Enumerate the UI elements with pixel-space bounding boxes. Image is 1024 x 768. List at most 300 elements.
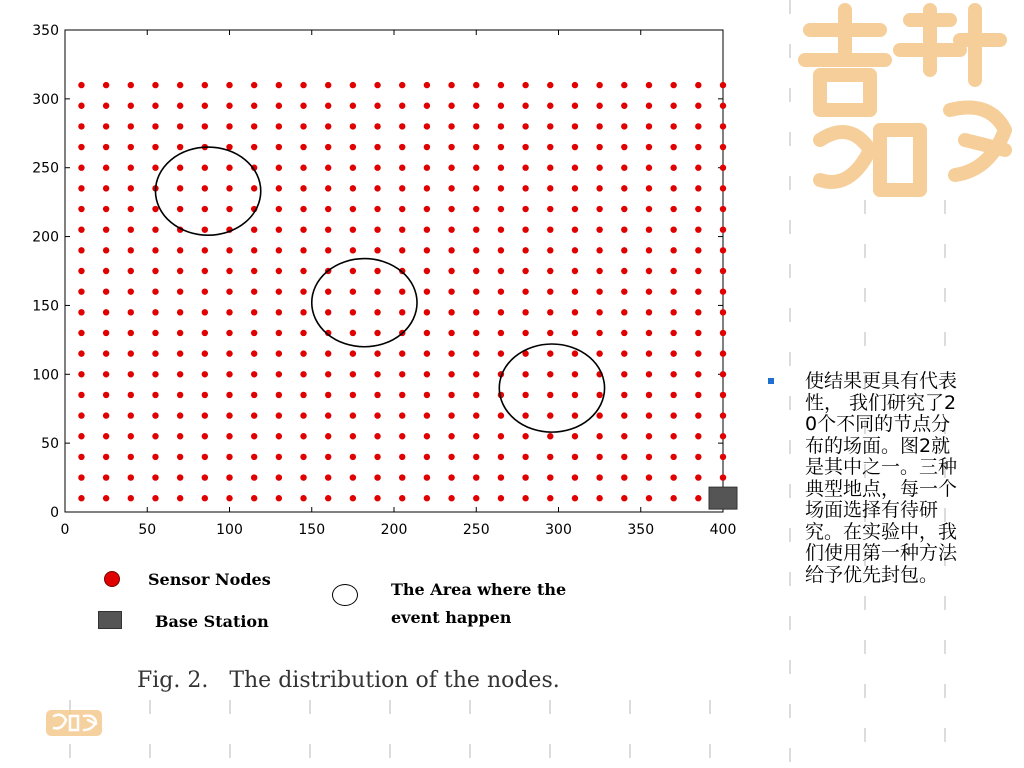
sensor-node [78,82,84,88]
sensor-node [325,185,331,191]
sensor-node [646,309,652,315]
sensor-node [103,226,109,232]
sensor-node [374,185,380,191]
sensor-node [596,144,602,150]
sensor-node [399,495,405,501]
sensor-node [448,206,454,212]
sensor-node [547,185,553,191]
sensor-node [448,144,454,150]
sensor-node [152,206,158,212]
x-tick-label: 350 [627,522,655,538]
sensor-node [374,123,380,129]
sensor-node [103,185,109,191]
sensor-node [152,268,158,274]
sensor-node [202,247,208,253]
sensor-node [350,474,356,480]
sensor-node [325,392,331,398]
sensor-node [374,247,380,253]
sensor-node [473,309,479,315]
sensor-node [128,288,134,294]
sensor-node [226,454,232,460]
sensor-node [547,288,553,294]
sensor-node [399,288,405,294]
sensor-node [670,165,676,171]
legend-area-label-line2: event happen [391,608,512,627]
sensor-node [103,433,109,439]
sensor-node [522,247,528,253]
sensor-node [276,206,282,212]
sensor-node [621,206,627,212]
sensor-node [177,495,183,501]
sensor-node [646,82,652,88]
sensor-node [226,82,232,88]
sensor-node [596,247,602,253]
sensor-node [646,495,652,501]
sensor-node [596,412,602,418]
sensor-node [374,350,380,356]
sensor-node [350,454,356,460]
sensor-node [374,371,380,377]
sensor-node [350,165,356,171]
sensor-node [325,371,331,377]
sensor-node [78,226,84,232]
sensor-node [202,495,208,501]
seal-logo-large [790,0,1024,210]
sensor-node [695,82,701,88]
sensor-node [498,123,504,129]
sensor-node [325,454,331,460]
sensor-node [202,433,208,439]
sensor-node [473,165,479,171]
sensor-node [251,123,257,129]
sensor-node [152,350,158,356]
sensor-node [399,82,405,88]
sensor-node [152,474,158,480]
sensor-node [720,350,726,356]
sensor-node [572,454,578,460]
sensor-node [276,371,282,377]
sensor-node [424,350,430,356]
sensor-node [720,268,726,274]
sensor-node [572,185,578,191]
sensor-node [670,350,676,356]
sensor-node [720,371,726,377]
sensor-node [572,268,578,274]
sensor-node [202,185,208,191]
sensor-node [350,226,356,232]
sensor-node [300,165,306,171]
sensor-node [646,474,652,480]
sensor-node [325,144,331,150]
sensor-node [152,123,158,129]
sensor-node [374,206,380,212]
sensor-node [128,330,134,336]
sensor-node [621,454,627,460]
sensor-node [177,474,183,480]
sensor-node [399,206,405,212]
sensor-node [251,454,257,460]
sensor-node [670,454,676,460]
sensor-node [522,309,528,315]
y-tick-label: 250 [32,160,59,177]
sensor-node [226,495,232,501]
sensor-node [251,412,257,418]
sensor-node [424,412,430,418]
sensor-node [300,330,306,336]
sensor-node [621,185,627,191]
sensor-node [300,392,306,398]
sensor-node [300,474,306,480]
sensor-node [152,309,158,315]
sensor-node [251,392,257,398]
sensor-node [177,350,183,356]
sensor-node [448,82,454,88]
sensor-node [300,454,306,460]
sensor-node [202,82,208,88]
sensor-node [670,330,676,336]
sensor-node [547,454,553,460]
sensor-node [128,103,134,109]
sensor-node [202,226,208,232]
sensor-node [374,412,380,418]
sensor-node [596,82,602,88]
sensor-node [276,268,282,274]
sensor-node [374,454,380,460]
sensor-node [448,226,454,232]
base-station-layer [709,487,737,509]
sensor-node [300,226,306,232]
sensor-node [177,123,183,129]
sensor-node [103,330,109,336]
sensor-node [473,392,479,398]
sensor-node [424,495,430,501]
sensor-node [596,392,602,398]
sensor-node [498,309,504,315]
sensor-node [251,247,257,253]
sensor-node [670,206,676,212]
sensor-node [350,412,356,418]
sensor-node [350,82,356,88]
sensor-node [424,268,430,274]
sensor-node [670,185,676,191]
sensor-node [646,433,652,439]
sensor-node [695,330,701,336]
sensor-node [399,123,405,129]
sensor-node [152,82,158,88]
sensor-node [522,165,528,171]
sensor-node [78,288,84,294]
sensor-node [670,144,676,150]
sensor-node [202,330,208,336]
sensor-node [276,495,282,501]
sensor-node [448,268,454,274]
sensor-node [448,247,454,253]
sensor-node [596,185,602,191]
sensor-node [374,392,380,398]
sensor-node [177,185,183,191]
sensor-node [547,330,553,336]
sensor-node [276,247,282,253]
sensor-node [325,206,331,212]
sensor-node [251,226,257,232]
sensor-node [226,206,232,212]
sensor-node [473,268,479,274]
sensor-node [177,309,183,315]
sensor-node [596,330,602,336]
sensor-node [276,474,282,480]
sensor-node [670,247,676,253]
y-tick-label: 300 [32,91,59,108]
sensor-node [128,185,134,191]
side-paragraph: 使结果更具有代表性， 我们研究了20个不同的节点分布的场面。图2就是其中之一。三种典型地点，每一个场面选择有待研究。在实验中，我们使用第一种方法给予优先封包。 [805,370,958,586]
sensor-node [695,474,701,480]
sensor-node [424,433,430,439]
sensor-node [448,392,454,398]
sensor-node [522,495,528,501]
sensor-node [374,474,380,480]
sensor-node [300,412,306,418]
sensor-node [547,82,553,88]
sensor-node [399,412,405,418]
sensor-node [448,474,454,480]
sensor-node [374,268,380,274]
sensor-node [572,412,578,418]
sensor-node [103,206,109,212]
sensor-node [226,309,232,315]
sensor-node [300,288,306,294]
sensor-node [350,495,356,501]
y-tick-label: 50 [41,436,59,453]
sensor-node [276,433,282,439]
sensor-node [325,226,331,232]
sensor-node [152,144,158,150]
sensor-node [547,495,553,501]
sensor-node [646,247,652,253]
sensor-node [424,103,430,109]
sensor-node [374,330,380,336]
sensor-node [646,392,652,398]
sensor-node [350,392,356,398]
sensor-node [720,309,726,315]
sensor-node [350,288,356,294]
sensor-node [621,268,627,274]
sensor-node [78,185,84,191]
sensor-node [103,247,109,253]
sensor-node [670,433,676,439]
sensor-node [177,330,183,336]
sensor-node [448,288,454,294]
sensor-node [522,82,528,88]
sensor-node [424,185,430,191]
sensor-node [300,82,306,88]
sensor-node [300,495,306,501]
sensor-node [720,123,726,129]
sensor-node [325,309,331,315]
sensor-node [522,268,528,274]
sensor-node [572,309,578,315]
sensor-node [646,371,652,377]
sensor-node [78,165,84,171]
sensor-node [572,288,578,294]
sensor-node [572,474,578,480]
sensor-node [473,371,479,377]
sensor-node [226,288,232,294]
sensor-node [670,288,676,294]
sensor-node [251,474,257,480]
sensor-node [695,392,701,398]
sensor-node [78,330,84,336]
sensor-node [152,495,158,501]
sensor-node [448,123,454,129]
sensor-node [695,268,701,274]
sensor-node [251,433,257,439]
sensor-node [448,350,454,356]
sensor-node [152,412,158,418]
sensor-node [325,123,331,129]
sensor-node [300,371,306,377]
sensor-node [720,165,726,171]
sensor-node [473,495,479,501]
sensor-node [498,103,504,109]
sensor-node [596,123,602,129]
sensor-node [276,165,282,171]
sensor-node [300,206,306,212]
sensor-node [424,392,430,398]
sensor-node [152,392,158,398]
sensor-node [78,206,84,212]
sensor-node [276,412,282,418]
sensor-node [572,392,578,398]
y-tick-label: 350 [32,23,59,39]
sensor-node [621,103,627,109]
sensor-node [399,165,405,171]
sensor-node [103,123,109,129]
sensor-node [128,165,134,171]
sensor-node [226,412,232,418]
sensor-node [621,412,627,418]
sensor-node [325,82,331,88]
sensor-node [695,309,701,315]
sensor-node [276,309,282,315]
sensor-node [202,350,208,356]
sensor-node [572,103,578,109]
sensor-node [202,392,208,398]
sensor-node [177,165,183,171]
sensor-node [522,206,528,212]
sensor-node [226,185,232,191]
sensor-node [103,350,109,356]
sensor-node [78,123,84,129]
sensor-node [424,144,430,150]
sensor-node [695,495,701,501]
sensor-node [177,103,183,109]
sensor-node [325,433,331,439]
sensor-node [177,433,183,439]
sensor-node [128,206,134,212]
sensor-node [350,330,356,336]
sensor-node [621,247,627,253]
x-tick-label: 200 [380,522,408,538]
sensor-node [720,226,726,232]
sensor-node [226,371,232,377]
sensor-node [547,433,553,439]
sensor-node [226,433,232,439]
sensor-node [399,185,405,191]
sensor-node [547,392,553,398]
sensor-node [720,185,726,191]
sensor-node [695,185,701,191]
sensor-node [202,268,208,274]
sensor-node [547,123,553,129]
sensor-node [226,392,232,398]
sensor-node [177,268,183,274]
sensor-node [78,454,84,460]
sensor-node [498,330,504,336]
sensor-node [128,371,134,377]
sensor-node [128,268,134,274]
sensor-node [152,371,158,377]
sensor-node [720,330,726,336]
sensor-node [177,247,183,253]
sensor-node [522,454,528,460]
sensor-node [547,350,553,356]
sensor-node [498,185,504,191]
sensor-node [448,165,454,171]
sensor-node [473,454,479,460]
legend-base-marker [98,611,122,629]
sensor-node [695,144,701,150]
sensor-node [325,350,331,356]
sensor-node [251,288,257,294]
sensor-node [646,454,652,460]
sensor-node [177,288,183,294]
sensor-node [646,185,652,191]
sensor-node [276,144,282,150]
sensor-node [374,165,380,171]
sensor-node [572,330,578,336]
sensor-node [78,495,84,501]
sensor-node [646,226,652,232]
sensor-node [350,371,356,377]
legend-sensor-marker [104,571,120,587]
sensor-node [300,247,306,253]
sensor-node [276,103,282,109]
sensor-node [424,371,430,377]
sensor-node [596,226,602,232]
sensor-node [670,495,676,501]
sensor-node [596,433,602,439]
sensor-node [646,288,652,294]
sensor-node [276,350,282,356]
sensor-node [695,103,701,109]
sensor-node [276,185,282,191]
sensor-node [621,226,627,232]
sensor-node [498,495,504,501]
sensor-node [572,495,578,501]
x-tick-label: 50 [138,522,157,538]
sensor-node [473,226,479,232]
sensor-node [399,226,405,232]
sensor-node [596,103,602,109]
sensor-node [300,123,306,129]
sensor-node [152,288,158,294]
sensor-node [152,226,158,232]
legend-area-marker [332,584,358,606]
sensor-node [424,226,430,232]
sensor-node [128,309,134,315]
sensor-node [399,309,405,315]
sensor-node [596,309,602,315]
